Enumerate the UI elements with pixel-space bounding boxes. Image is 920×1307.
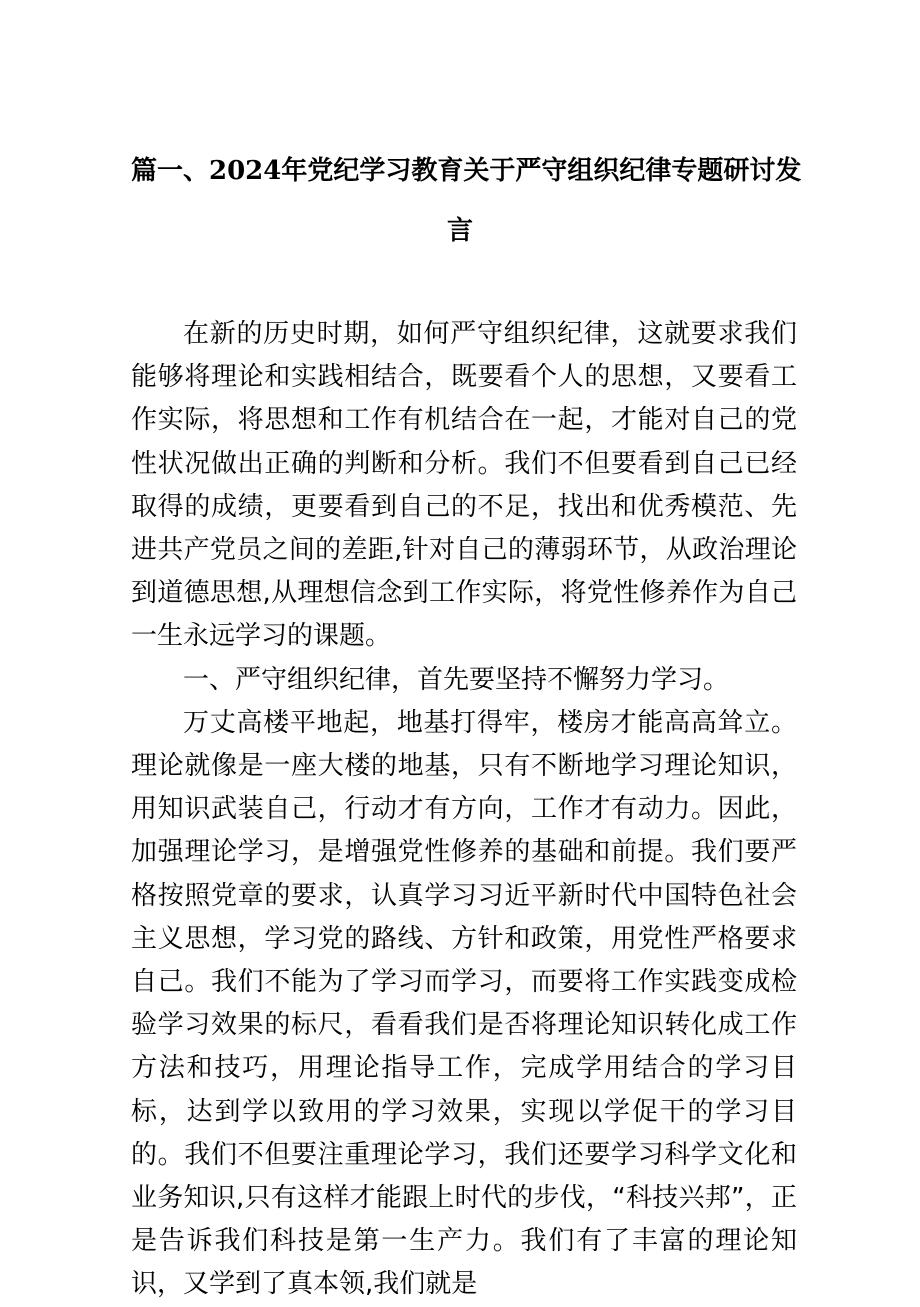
document-title-line-2: 言 — [446, 216, 473, 246]
paragraph-intro: 在新的历史时期，如何严守组织纪律，这就要求我们能够将理论和实践相结合，既要看个人的思想，又要看工作实际，将思想和工作有机结合在一起，才能对自己的党性状况做出正确的判断和分析。我们不但要看到自己已经取得的成绩，更要看到自己的不足，找出和优秀模范、先进共产党员之间的差距,针对自己的薄弱环节，从政治理论到道德思想,从理想信念到工作实际，将党性修养作为自己一生永远学习的课题。 — [131, 319, 797, 652]
document-title-line-1: 篇一、2024年党纪学习教育关于严守组织纪律专题研讨发 — [131, 156, 802, 186]
document-body — [131, 313, 797, 1307]
paragraph-section-body: 万丈高楼平地起，地基打得牢，楼房才能高高耸立。理论就像是一座大楼的地基，只有不断地学习理论知识，用知识武装自己，行动才有方向，工作才有动力。因此，加强理论学习，是增强党性修养的基础和前提。我们要严格按照党章的要求，认真学习习近平新时代中国特色社会主义思想，学习党的路线、方针和政策，用党性严格要求自己。我们不能为了学习而学习，而要将工作实践变成检验学习效果的标尺，看看我们是否将理论知识转化成工作方法和技巧，用理论指导工作，完成学用结合的学习目标，达到学以致用的学习效果，实现以学促干的学习目的。我们不但要注重理论学习，我们还要学习科学文化和业务知识,只有这样才能跟上时代的步伐，“科技兴邦”，正是告诉我们科技是第一生产力。我们有了丰富的理论知识，又学到了真本领,我们就是 — [131, 707, 797, 1300]
paragraph-section-heading: 一、严守组织纪律，首先要坚持不懈努力学习。 — [183, 664, 730, 695]
